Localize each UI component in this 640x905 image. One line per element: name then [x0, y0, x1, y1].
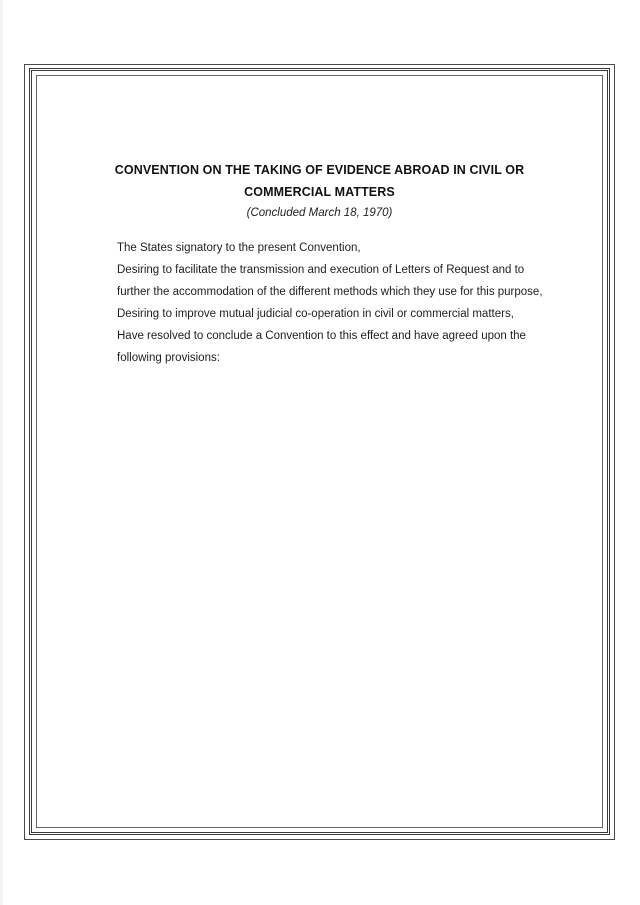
title-block	[36, 159, 603, 222]
document-title-line-1: CONVENTION ON THE TAKING OF EVIDENCE ABROAD IN CIVIL OR	[114, 163, 525, 177]
preamble-line: The States signatory to the present Convention,	[117, 242, 361, 254]
scan-edge	[0, 0, 3, 905]
preamble-line: further the accommodation of the different methods which they use for this purpose,	[117, 286, 543, 298]
preamble	[117, 237, 557, 369]
preamble-line: Desiring to improve mutual judicial co-operation in civil or commercial matters,	[117, 308, 514, 320]
document-title-line-2: COMMERCIAL MATTERS	[244, 185, 395, 199]
document-subtitle: (Concluded March 18, 1970)	[246, 207, 393, 219]
preamble-line: following provisions:	[117, 352, 220, 364]
preamble-line: Have resolved to conclude a Convention to this effect and have agreed upon the	[117, 330, 526, 342]
preamble-line: Desiring to facilitate the transmission and execution of Letters of Request and to	[117, 264, 525, 276]
